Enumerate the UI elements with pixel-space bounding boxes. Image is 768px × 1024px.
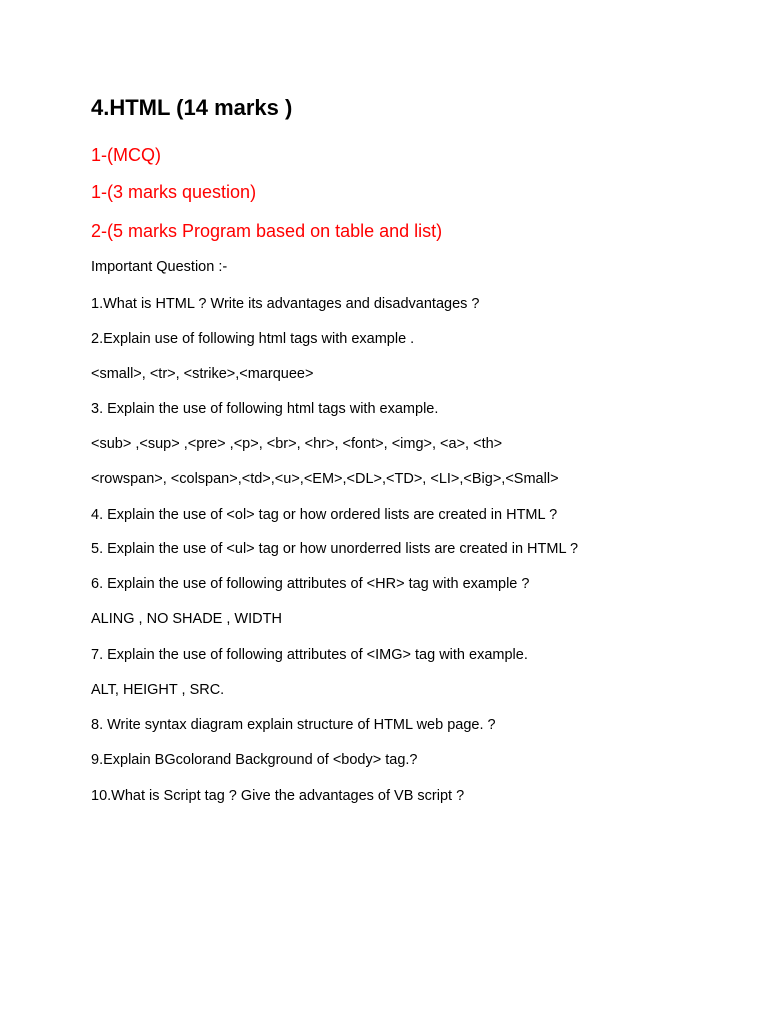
intro-label: Important Question :- (91, 259, 228, 275)
question-line-4: 3. Explain the use of following html tags with example. (91, 401, 439, 417)
question-line-12: ALT, HEIGHT , SRC. (91, 682, 225, 698)
question-line-7: 4. Explain the use of <ol> tag or how ordered lists are created in HTML ? (91, 507, 558, 523)
section-3-marks: 1-(3 marks question) (91, 182, 257, 202)
question-line-3: <small>, <tr>, <strike>,<marquee> (91, 366, 314, 382)
question-line-1: 1.What is HTML ? Write its advantages and disadvantages ? (91, 296, 480, 312)
question-line-2: 2.Explain use of following html tags with example . (91, 331, 415, 347)
question-line-15: 10.What is Script tag ? Give the advantages of VB script ? (91, 788, 465, 804)
question-line-13: 8. Write syntax diagram explain structure of HTML web page. ? (91, 717, 496, 733)
question-line-9: 6. Explain the use of following attributes of <HR> tag with example ? (91, 576, 530, 592)
question-line-8: 5. Explain the use of <ul> tag or how unorderred lists are created in HTML ? (91, 541, 579, 557)
section-5-marks: 2-(5 marks Program based on table and list) (91, 221, 443, 241)
question-line-6: <rowspan>, <colspan>,<td>,<u>,<EM>,<DL>,<TD>, <LI>,<Big>,<Small> (91, 471, 559, 487)
question-line-14: 9.Explain BGcolorand Background of <body> tag.? (91, 752, 418, 768)
section-mcq: 1-(MCQ) (91, 145, 161, 165)
question-line-10: ALING , NO SHADE , WIDTH (91, 611, 282, 627)
page-title: 4.HTML (14 marks ) (91, 95, 293, 120)
question-line-5: <sub> ,<sup> ,<pre> ,<p>, <br>, <hr>, <font>, <img>, <a>, <th> (91, 436, 503, 452)
question-line-11: 7. Explain the use of following attributes of <IMG> tag with example. (91, 647, 528, 663)
